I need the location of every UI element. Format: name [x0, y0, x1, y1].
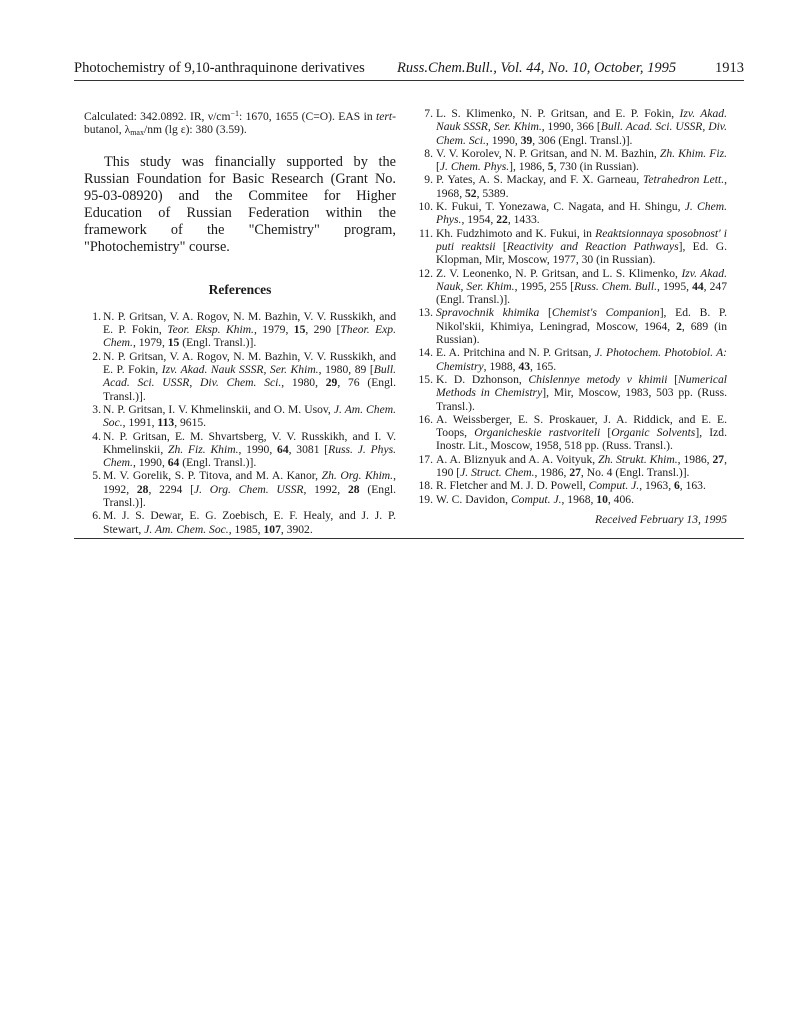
reference-list-right	[415, 107, 727, 506]
reference-item: 19. W. C. Davidon, Comput. J., 1968, 10, 406.	[415, 493, 727, 506]
acknowledgement: This study was financially supported by the Russian Foundation for Basic Research (Grant No. 95-03-08920) and the Commitee for Higher Education of Russian Federation within the framework of the "Chemistry" program, "Photochemistry" course.	[84, 153, 396, 255]
reference-number: 11.	[418, 226, 433, 240]
reference-number: 16.	[418, 412, 433, 426]
reference-item: 12. Z. V. Leonenko, N. P. Gritsan, and L. S. Klimenko, Izv. Akad. Nauk, Ser. Khim., 1995, 255 [Russ. Chem. Bull., 1995, 44, 247 (Engl. Transl.)].	[415, 267, 727, 307]
footer-rule	[74, 538, 744, 539]
reference-number: 5.	[92, 469, 101, 483]
left-column	[84, 107, 396, 536]
reference-item: 4. N. P. Gritsan, E. M. Shvartsberg, V. V. Russkikh, and I. V. Khmelinskii, Zh. Fiz. Khim., 1990, 64, 3081 [Russ. J. Phys. Chem., 1990, 64 (Engl. Transl.)].	[84, 430, 396, 470]
calculated-data: Calculated: 342.0892. IR, $\nu/cm^{-1}$: 1670, 1655 (C=O). EAS in tert-butanol, $\lambda_{max}/nm$ (lg ε): 380 (3.59).	[84, 109, 397, 138]
reference-number: 7.	[424, 107, 433, 120]
reference-item: 15. K. D. Dzhonson, Chislennye metody v khimii [Numerical Methods in Chemistry], Mir, Moscow, 1983, 503 pp. (Russ. Transl.).	[415, 373, 727, 413]
references-heading: References	[208, 281, 272, 297]
reference-number: 4.	[92, 429, 101, 443]
reference-item: 3. N. P. Gritsan, I. V. Khmelinskii, and O. M. Usov, J. Am. Chem. Soc., 1991, 113, 9615.	[84, 403, 396, 430]
journal-citation: Russ.Chem.Bull., Vol. 44, No. 10, October, 1995	[397, 60, 677, 76]
reference-item: 6. M. J. S. Dewar, E. G. Zoebisch, E. F. Healy, and J. J. P. Stewart, J. Am. Chem. Soc., 1985, 107, 3902.	[84, 509, 396, 536]
reference-item: 13. Spravochnik khimika [Chemist's Companion], Ed. B. P. Nikol'skii, Khimiya, Leningrad, Moscow, 1964, 2, 689 (in Russian).	[415, 306, 727, 346]
reference-number: 12.	[418, 266, 433, 280]
page-number: 1913	[715, 60, 744, 76]
reference-number: 13.	[418, 306, 433, 320]
reference-number: 18.	[418, 479, 433, 493]
reference-item: 7. L. S. Klimenko, N. P. Gritsan, and E. P. Fokin, Izv. Akad. Nauk SSSR, Ser. Khim., 1990, 366 [Bull. Acad. Sci. USSR, Div. Chem. Sci., 1990, 39, 306 (Engl. Transl.)].	[415, 107, 727, 147]
header-rule	[74, 80, 744, 81]
reference-item: 17. A. A. Bliznyuk and A. A. Voityuk, Zh. Strukt. Khim., 1986, 27, 190 [J. Struct. Chem., 1986, 27, No. 4 (Engl. Transl.)].	[415, 453, 727, 480]
reference-item: 18. R. Fletcher and M. J. D. Powell, Comput. J., 1963, 6, 163.	[415, 479, 727, 492]
reference-item: 10. K. Fukui, T. Yonezawa, C. Nagata, and H. Shingu, J. Chem. Phys., 1954, 22, 1433.	[415, 200, 727, 227]
reference-number: 8.	[424, 146, 433, 160]
reference-number: 6.	[92, 509, 101, 523]
reference-item: 9. P. Yates, A. S. Mackay, and F. X. Garneau, Tetrahedron Lett., 1968, 52, 5389.	[415, 173, 727, 200]
reference-number: 19.	[418, 492, 433, 506]
running-title: Photochemistry of 9,10-anthraquinone derivatives	[74, 60, 365, 76]
running-header	[74, 60, 744, 80]
reference-list-left	[84, 310, 396, 536]
reference-item: 16. A. Weissberger, E. S. Proskauer, J. A. Riddick, and E. E. Toops, Organicheskie rastvoriteli [Organic Solvents], Izd. Inostr. Lit., Moscow, 1958, 518 pp. (Russ. Transl.).	[415, 413, 727, 453]
reference-item: 5. M. V. Gorelik, S. P. Titova, and M. A. Kanor, Zh. Org. Khim., 1992, 28, 2294 [J. Org. Chem. USSR, 1992, 28 (Engl. Transl.)].	[84, 469, 396, 509]
reference-number: 3.	[92, 402, 101, 416]
reference-number: 15.	[418, 372, 433, 386]
reference-number: 10.	[418, 200, 433, 214]
reference-item: 2. N. P. Gritsan, V. A. Rogov, N. M. Bazhin, V. V. Russkikh, and E. P. Fokin, Izv. Akad. Nauk SSSR, Ser. Khim., 1980, 89 [Bull. Acad. Sci. USSR, Div. Chem. Sci., 1980, 29, 76 (Engl. Transl.)].	[84, 350, 396, 403]
reference-number: 14.	[418, 346, 433, 360]
reference-item: 11. Kh. Fudzhimoto and K. Fukui, in Reaktsionnaya sposobnost' i puti reaktsii [Reactivity and Reaction Pathways], Ed. G. Klopman, Mir, Moscow, 1977, 30 (in Russian).	[415, 227, 727, 267]
reference-number: 2.	[92, 349, 101, 363]
right-column	[415, 107, 727, 526]
reference-item: 8. V. V. Korolev, N. P. Gritsan, and N. M. Bazhin, Zh. Khim. Fiz. [J. Chem. Phys.], 1986, 5, 730 (in Russian).	[415, 147, 727, 174]
reference-item: 1. N. P. Gritsan, V. A. Rogov, N. M. Bazhin, V. V. Russkikh, and E. P. Fokin, Teor. Eksp. Khim., 1979, 15, 290 [Theor. Exp. Chem., 1979, 15 (Engl. Transl.)].	[84, 310, 396, 350]
reference-number: 1.	[92, 309, 101, 323]
reference-number: 9.	[424, 173, 433, 187]
reference-number: 17.	[418, 452, 433, 466]
received-date: Received February 13, 1995	[595, 512, 727, 526]
reference-item: 14. E. A. Pritchina and N. P. Gritsan, J. Photochem. Photobiol. A: Chemistry, 1988, 43, 165.	[415, 346, 727, 373]
